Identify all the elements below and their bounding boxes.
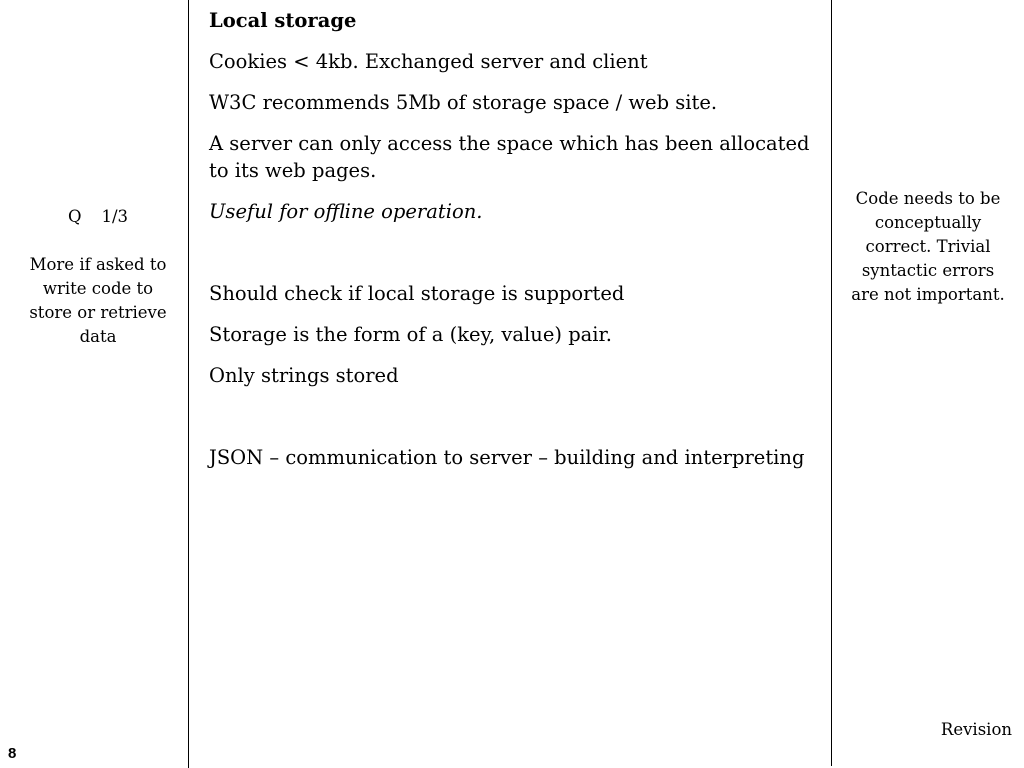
question-line <box>28 205 168 229</box>
content-line-w3c: W3C recommends 5Mb of storage space / web site. <box>209 91 718 114</box>
right-divider <box>831 0 832 766</box>
question-note: More if asked to write code to store or retrieve data <box>29 255 167 346</box>
content-line-key-value: Storage is the form of a (key, value) pair. <box>209 323 612 346</box>
revision-label: Revision <box>940 720 1012 739</box>
question-number: 1/3 <box>101 207 129 226</box>
question-label: Q <box>67 207 82 226</box>
content-line-json: JSON – communication to server – building and interpreting <box>209 446 805 469</box>
content-line-server-access: A server can only access the space which has been allocated to its web pages. <box>209 132 810 182</box>
question-column <box>28 205 168 349</box>
content-line-offline: Useful for offline operation. <box>209 200 483 223</box>
marking-note: Code needs to be conceptually correct. Trivial syntactic errors are not important. <box>851 189 1005 304</box>
content-line-strings: Only strings stored <box>209 364 399 387</box>
section-heading: Local storage <box>209 9 357 32</box>
content-line-check-support: Should check if local storage is supported <box>209 282 625 305</box>
content-line-cookies: Cookies < 4kb. Exchanged server and client <box>209 50 648 73</box>
page-number: 8 <box>8 745 17 762</box>
main-content <box>209 7 819 485</box>
left-divider <box>188 0 189 768</box>
